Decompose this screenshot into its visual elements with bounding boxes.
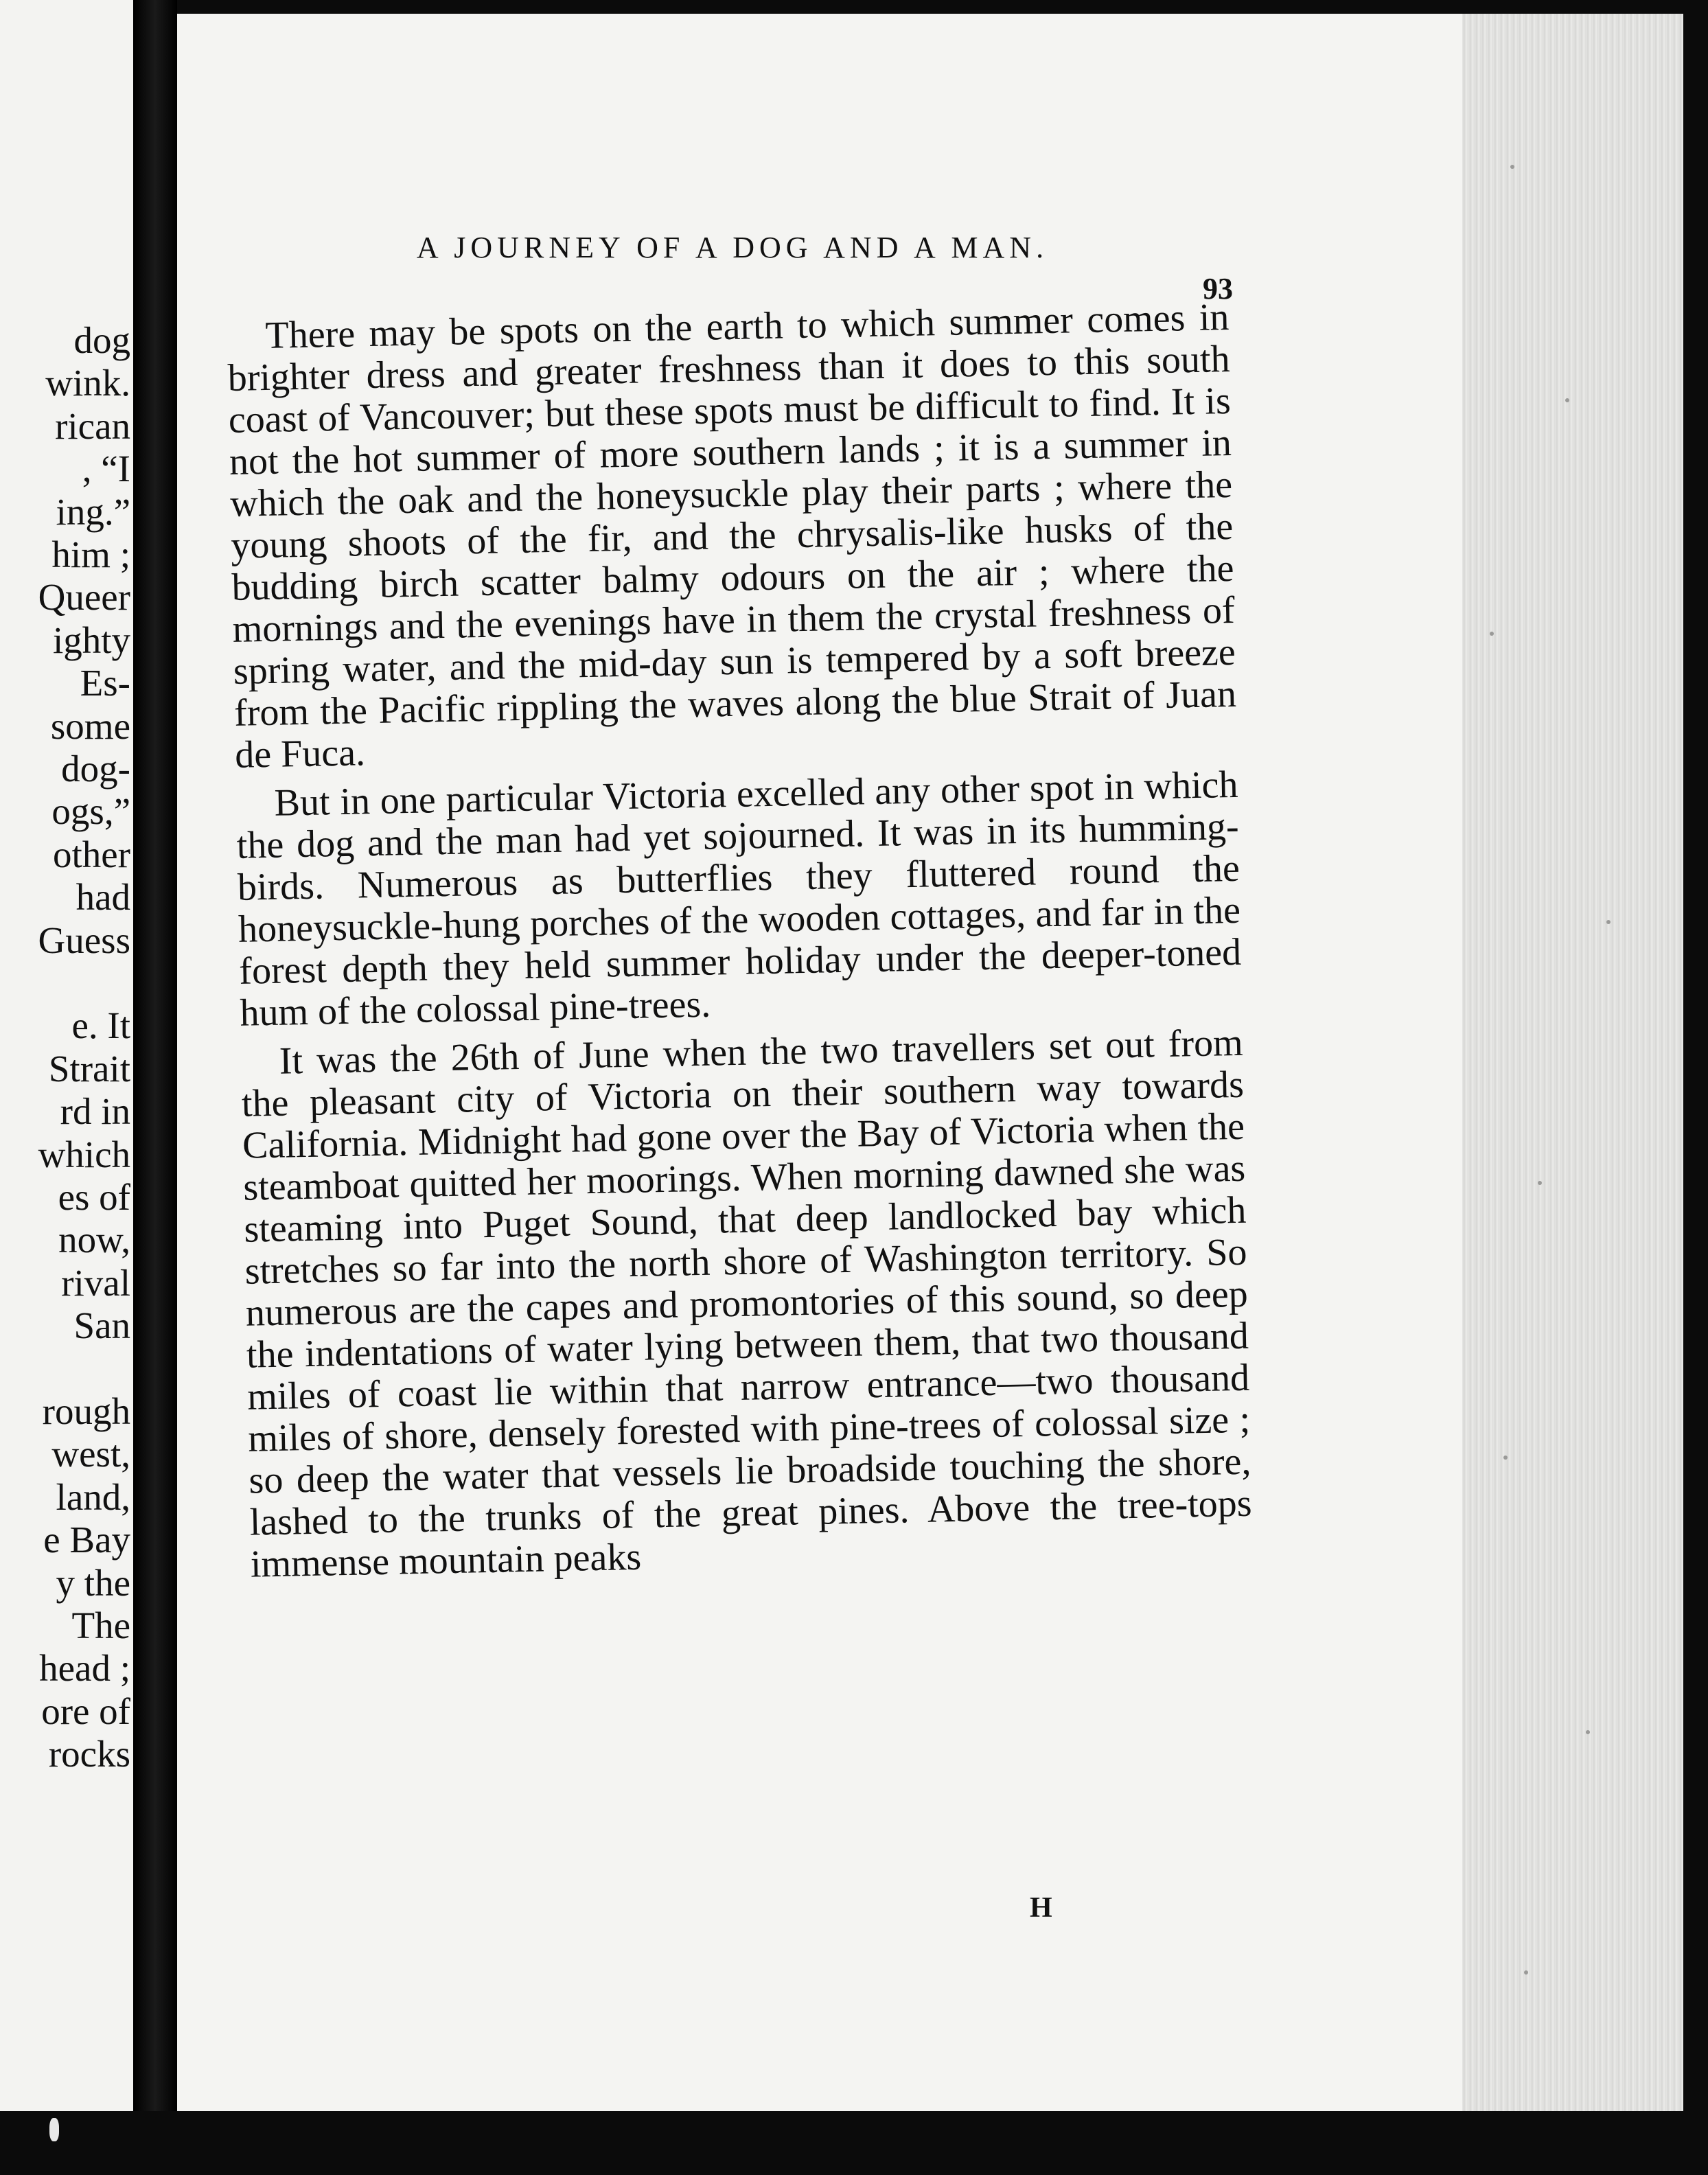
page-number: 93 <box>1203 272 1233 306</box>
paragraph: It was the 26th of June when the two travellers set out from the pleasant city of Victoria on their southern way towards California. Midnight had gone over the Bay of Victoria when the steamboat quitted her moorings. When morning dawned she was steaming into Puget Sound, that deep landlocked bay which stretches so far into the north shore of Washington territory. So numerous are the capes and promontories of this sound, so deep the indentations of water lying between them, that two thousand miles of coast lie within that narrow entrance—two thousand miles of shore, densely forested with pine-trees of colossal size ; so deep the water that vessels lie broadside touching the shore, lashed to the trunks of the great pines. Above the tree-tops immense mountain peaks <box>241 1021 1253 1586</box>
left-page-line: San <box>73 1304 130 1347</box>
scan-blot <box>49 2118 59 2141</box>
paragraph: There may be spots on the earth to which summer comes in brighter dress and greater freshness than it does to this south coast of Vancouver; but these spots must be difficult to find. It is not the hot summer of more southern lands ; it is a summer in which the oak and the honeysuckle play their parts ; where the young shoots of the fir, and the chrysalis-like husks of the budding birch scatter balmy odours on the air ; where the mornings and the evenings have in them the crystal freshness of spring water, and the mid-day sun is tempered by a soft breeze from the Pacific rippling the waves along the blue Strait of Juan de Fuca. <box>227 295 1237 776</box>
left-page-line: dog- <box>61 748 130 790</box>
left-page-line: ighty <box>52 619 130 661</box>
left-page-line: y the <box>56 1561 130 1604</box>
left-page-line: some <box>50 704 130 747</box>
left-page-line: ore of <box>41 1690 130 1732</box>
left-facing-page <box>0 0 133 2111</box>
running-head: A JOURNEY OF A DOG AND A MAN. <box>416 231 1049 264</box>
scan-border-bottom <box>0 2111 1708 2175</box>
left-page-line: ogs,” <box>51 790 130 833</box>
left-page-line: him ; <box>51 533 130 575</box>
scan-border-right <box>1683 0 1708 2175</box>
left-page-line: Strait <box>48 1047 130 1090</box>
left-page-line: e Bay <box>43 1519 130 1561</box>
left-page-line: es of <box>58 1176 130 1218</box>
left-page-line: west, <box>51 1433 130 1475</box>
left-page-line: rd in <box>60 1090 130 1133</box>
left-page-line: which <box>38 1133 130 1175</box>
left-page-line: , “I <box>82 448 130 490</box>
left-page-line: now, <box>58 1219 130 1261</box>
left-page-line: Guess <box>38 919 130 961</box>
left-page-line: ing.” <box>56 490 130 533</box>
left-page-line: wink. <box>45 362 130 404</box>
left-page-line: head ; <box>39 1647 130 1690</box>
left-page-line: rough <box>42 1390 130 1432</box>
book-gutter <box>133 0 177 2111</box>
signature-mark: H <box>1030 1892 1052 1924</box>
left-page-line: e. It <box>71 1004 130 1047</box>
page-stack-edge <box>1462 14 1683 2125</box>
left-page-line: land, <box>56 1475 130 1518</box>
left-page-line: other <box>52 833 130 875</box>
left-page-line: rival <box>61 1261 130 1304</box>
left-page-line: The <box>71 1604 130 1646</box>
left-page-line: Queer <box>38 576 130 619</box>
body-text <box>227 297 1253 1593</box>
left-page-line: Es- <box>80 662 130 704</box>
left-page-line: had <box>76 876 130 919</box>
paragraph: But in one particular Victoria excelled any other spot in which the dog and the man had yet sojourned. It was in its humming-birds. Numerous as butterflies they fluttered round the honeysuckle-hung porches of the wooden cottages, and far in the forest depth they held summer holiday under the deeper-toned hum of the colossal pine-trees. <box>236 763 1242 1035</box>
left-page-line: dog <box>73 319 130 361</box>
left-page-line: rocks <box>48 1733 130 1775</box>
left-page-line: rican <box>55 404 130 447</box>
